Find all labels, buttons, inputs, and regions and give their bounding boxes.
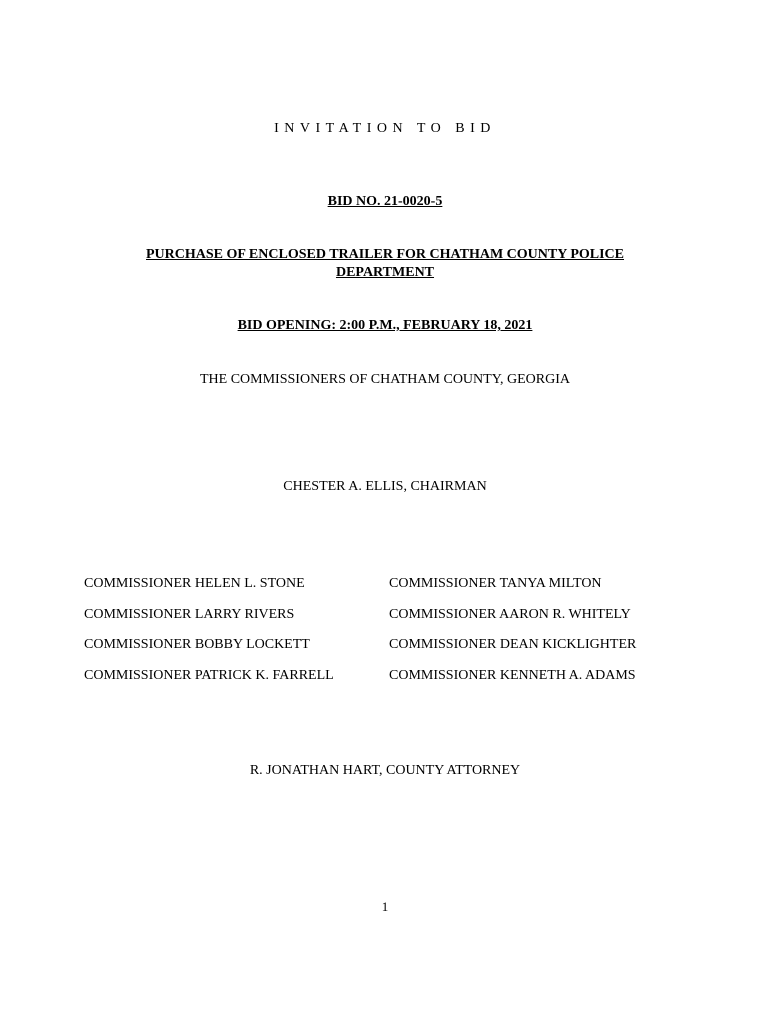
commissioner-right-2: COMMISSIONER AARON R. WHITELY	[389, 607, 631, 622]
commissioner-left-2: COMMISSIONER LARRY RIVERS	[84, 607, 295, 622]
county-attorney: R. JONATHAN HART, COUNTY ATTORNEY	[249, 763, 521, 778]
purchase-line-1: PURCHASE OF ENCLOSED TRAILER FOR CHATHAM COUNTY POLICE	[146, 247, 624, 262]
chairman-name: CHESTER A. ELLIS, CHAIRMAN	[283, 479, 487, 494]
bid-number: BID NO. 21-0020-5	[327, 194, 443, 209]
commissioner-left-4: COMMISSIONER PATRICK K. FARRELL	[84, 668, 334, 683]
commissioner-right-1: COMMISSIONER TANYA MILTON	[389, 576, 602, 591]
commissioner-left-1: COMMISSIONER HELEN L. STONE	[84, 576, 305, 591]
commissioner-right-4: COMMISSIONER KENNETH A. ADAMS	[389, 668, 636, 683]
document-title: INVITATION TO BID	[274, 121, 496, 136]
commissioner-right-3: COMMISSIONER DEAN KICKLIGHTER	[389, 637, 637, 652]
purchase-description	[0, 246, 770, 282]
commissioners-heading: THE COMMISSIONERS OF CHATHAM COUNTY, GEORGIA	[200, 372, 570, 387]
purchase-line-2: DEPARTMENT	[335, 265, 435, 280]
commissioner-left-3: COMMISSIONER BOBBY LOCKETT	[84, 637, 310, 652]
page-number: 1	[381, 899, 389, 914]
bid-opening: BID OPENING: 2:00 P.M., FEBRUARY 18, 2021	[237, 318, 533, 333]
